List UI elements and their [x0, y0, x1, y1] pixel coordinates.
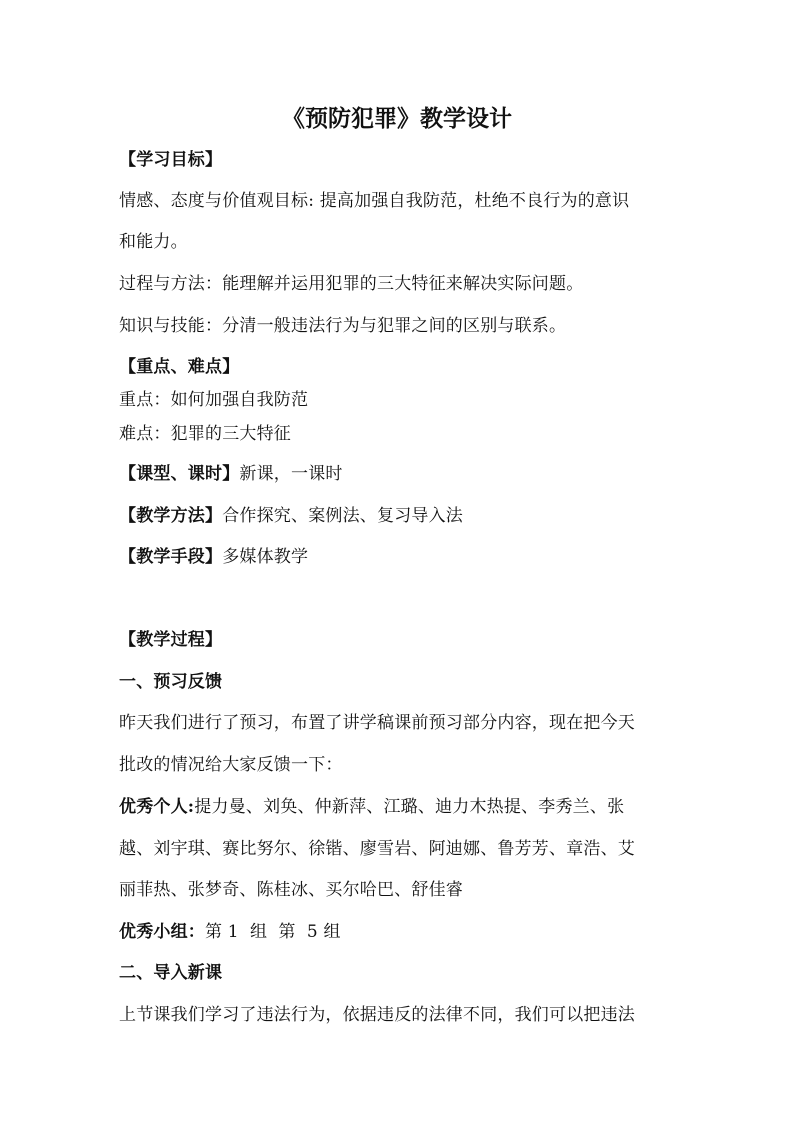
means-label: 【教学手段】	[119, 547, 223, 567]
section1-paragraph-line-2: 批改的情况给大家反馈一下：	[119, 755, 343, 775]
excellent-individuals-line-3: 丽菲热、张梦奇、陈桂冰、买尔哈巴、舒佳睿	[119, 880, 463, 900]
lesson-type-line	[119, 464, 679, 484]
difficulty-text: 难点：犯罪的三大特征	[119, 424, 291, 444]
lesson-type-value: 新课，一课时	[239, 464, 343, 484]
means-value: 多媒体教学	[222, 547, 309, 567]
method-value: 合作探究、案例法、复习导入法	[222, 506, 464, 526]
excellent-individuals-names-1: 提力曼、刘奂、仲新萍、江璐、迪力木热提、李秀兰、张	[194, 797, 625, 817]
method-label: 【教学方法】	[119, 506, 223, 526]
means-line	[119, 547, 679, 567]
excellent-groups-value: 第 1 组 第 5 组	[205, 922, 341, 942]
objective-knowledge: 知识与技能：分清一般违法行为与犯罪之间的区别与联系。	[119, 316, 567, 336]
section1-paragraph-line-1: 昨天我们进行了预习，布置了讲学稿课前预习部分内容，现在把今天	[119, 713, 635, 733]
keypoints-heading: 【重点、难点】	[119, 357, 240, 377]
objectives-heading: 【学习目标】	[119, 150, 223, 170]
section1-heading: 一、预习反馈	[119, 672, 223, 692]
excellent-individuals-label: 优秀个人:	[119, 797, 195, 817]
excellent-groups-line	[119, 922, 679, 942]
section2-paragraph-line-1: 上节课我们学习了违法行为，依据违反的法律不同，我们可以把违法	[119, 1005, 635, 1025]
excellent-individuals-line-2: 越、刘宇琪、赛比努尔、徐锴、廖雪岩、阿迪娜、鲁芳芳、章浩、艾	[119, 839, 635, 859]
process-heading: 【教学过程】	[119, 630, 223, 650]
excellent-groups-label: 优秀小组：	[119, 922, 205, 942]
lesson-type-label: 【课型、课时】	[119, 464, 240, 484]
method-line	[119, 506, 679, 526]
objective-emotion-line-2: 和能力。	[119, 232, 188, 252]
objective-emotion-line-1: 情感、态度与价值观目标: 提高加强自我防范，杜绝不良行为的意识	[119, 191, 630, 211]
section2-heading: 二、导入新课	[119, 963, 223, 983]
objective-process: 过程与方法：能理解并运用犯罪的三大特征来解决实际问题。	[119, 274, 584, 294]
keypoint-text: 重点：如何加强自我防范	[119, 390, 309, 410]
document-title: 《预防犯罪》教学设计	[282, 105, 512, 132]
excellent-individuals-line-1	[119, 797, 679, 817]
